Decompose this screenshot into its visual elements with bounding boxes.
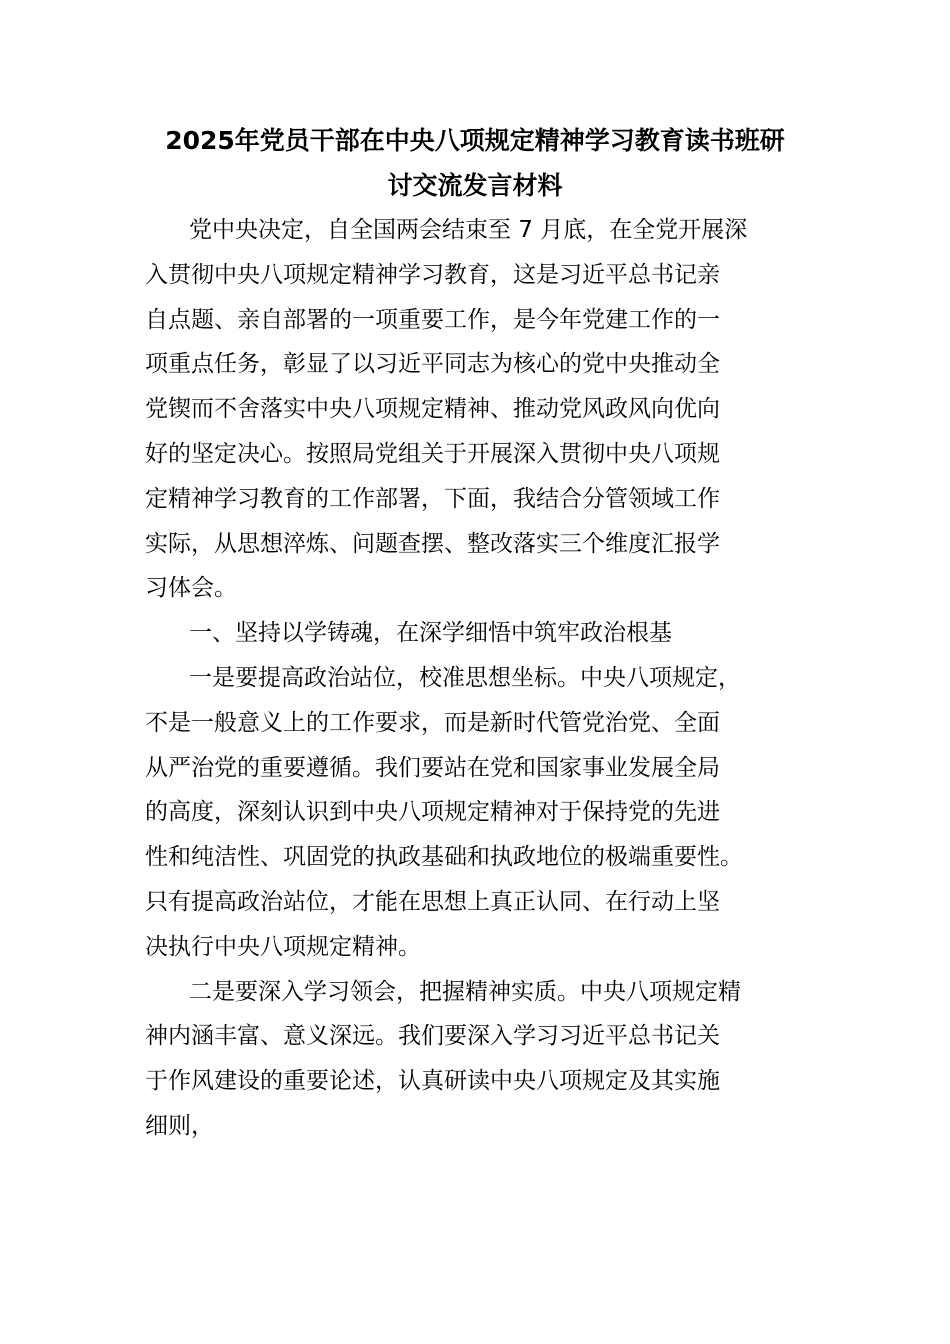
paragraph-line: 好的坚定决心。按照局党组关于开展深入贯彻中央八项规 — [145, 440, 720, 467]
paragraph-line: 从严治党的重要遵循。我们要站在党和国家事业发展全局 — [145, 754, 720, 781]
title-line-1: 2025年党员干部在中央八项规定精神学习教育读书班研 — [165, 126, 785, 155]
paragraph-line: 党中央决定，自全国两会结束至 7 月底，在全党开展深 — [189, 217, 748, 243]
document-title — [140, 118, 810, 208]
section-heading-1 — [145, 611, 815, 656]
paragraph-line: 党锲而不舍落实中央八项规定精神、推动党风政风向优向 — [145, 396, 720, 423]
paragraph-line: 不是一般意义上的工作要求，而是新时代管党治党、全面 — [145, 709, 720, 736]
paragraph-line: 自点题、亲自部署的一项重要工作，是今年党建工作的一 — [145, 306, 720, 333]
paragraph-line: 的高度，深刻认识到中央八项规定精神对于保持党的先进 — [145, 799, 720, 826]
document-body — [145, 208, 815, 1149]
title-line-2: 讨交流发言材料 — [387, 171, 563, 200]
paragraph-line: 一是要提高政治站位，校准思想坐标。中央八项规定， — [189, 664, 741, 691]
paragraph-line: 二是要深入学习领会，把握精神实质。中央八项规定精 — [189, 978, 741, 1005]
paragraph-point-2 — [145, 970, 815, 1149]
paragraph-line: 定精神学习教育的工作部署，下面，我结合分管领域工作 — [145, 485, 720, 512]
paragraph-line: 项重点任务，彰显了以习近平同志为核心的党中央推动全 — [145, 351, 720, 378]
section-heading-line: 一、坚持以学铸魂，在深学细悟中筑牢政治根基 — [189, 620, 672, 647]
paragraph-line: 入贯彻中央八项规定精神学习教育，这是习近平总书记亲 — [145, 261, 720, 288]
paragraph-line: 细则， — [145, 1112, 214, 1139]
paragraph-line: 性和纯洁性、巩固党的执政基础和执政地位的极端重要性。 — [145, 844, 743, 871]
paragraph-line: 实际，从思想淬炼、问题查摆、整改落实三个维度汇报学 — [145, 530, 720, 557]
paragraph-line: 于作风建设的重要论述，认真研读中央八项规定及其实施 — [145, 1068, 720, 1095]
paragraph-intro — [145, 208, 815, 611]
paragraph-line: 习体会。 — [145, 575, 237, 602]
paragraph-line: 只有提高政治站位，才能在思想上真正认同、在行动上坚 — [145, 888, 720, 915]
paragraph-point-1 — [145, 656, 815, 970]
paragraph-line: 神内涵丰富、意义深远。我们要深入学习习近平总书记关 — [145, 1023, 720, 1050]
paragraph-line: 决执行中央八项规定精神。 — [145, 933, 421, 960]
